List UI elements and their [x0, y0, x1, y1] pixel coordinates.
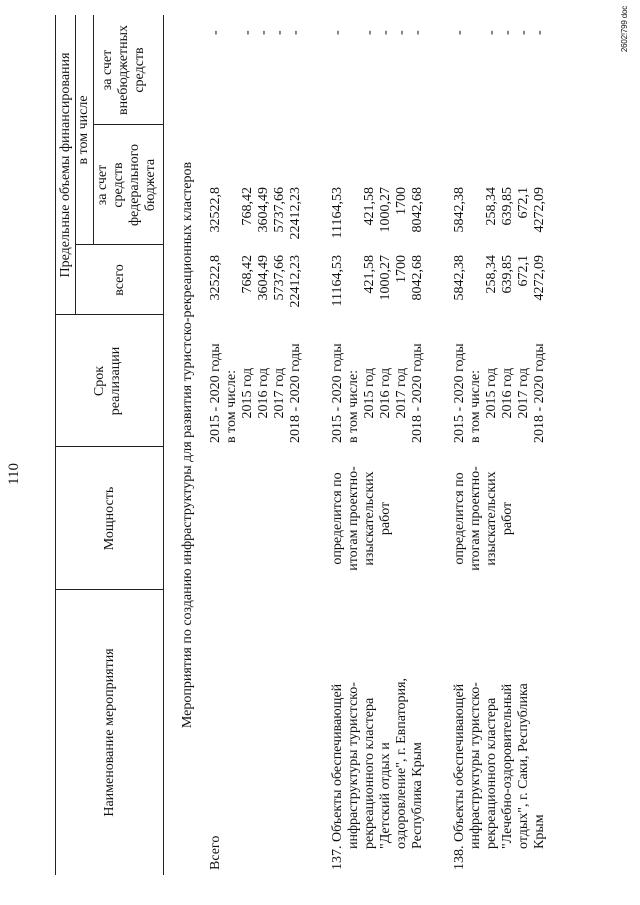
row-137-name: 137. Объекты обеспечивающей инфраструктуры туристско- рекреационного кластера "Детский отдых и оздоровление", г. Евпатория, Республика Крым	[330, 678, 425, 870]
row-total-amounts: 32522,8 768,42 3604,49 5737,66 22412,23	[208, 255, 303, 308]
header-funding-group: Предельные объемы финансирования	[58, 52, 73, 278]
row-138-name: 138. Объекты обеспечивающей инфраструктуры туристско- рекреационного кластера "Лечебно-оздоровительный отдых", г. Саки, Республика Крым	[452, 682, 547, 870]
row-138-capacity: определится по итогам проектно- изыскательских работ	[452, 466, 515, 571]
row-total-federal: 32522,8 768,42 3604,49 5737,66 22412,23	[208, 187, 303, 240]
row-137-federal: 11164,53 421,58 1000,27 1700 8042,68	[330, 187, 425, 239]
row-138-amounts: 5842,38 258,34 639,85 672,1 4272,09	[452, 255, 547, 301]
table-top-border	[55, 15, 56, 875]
row-total-name: Всего	[208, 835, 223, 870]
row-total-extra: - - - - -	[208, 30, 303, 35]
row-138-federal: 5842,38 258,34 639,85 672,1 4272,09	[452, 187, 547, 233]
section-title: Мероприятия по созданию инфраструктуры для развития туристско-рекреационных кластеров	[180, 161, 195, 729]
header-bottom-border	[163, 15, 164, 875]
header-federal: за счет средств федерального бюджета	[95, 143, 158, 227]
header-capacity: Мощность	[102, 486, 117, 551]
footer-document-code: 2602!799 doc	[620, 6, 629, 53]
header-including: в том числе	[76, 95, 91, 165]
row-138-extra: - - - - -	[452, 30, 547, 35]
row-137-terms: 2015 - 2020 годы в том числе: 2015 год 2016 год 2017 год 2018 - 2020 годы	[330, 343, 425, 443]
including-divider	[93, 15, 94, 245]
header-name: Наименование мероприятия	[102, 648, 117, 817]
header-extrabudget: за счет внебюджетных средств	[100, 24, 147, 116]
row-137-amounts: 11164,53 421,58 1000,27 1700 8042,68	[330, 255, 425, 307]
header-total: всего	[112, 264, 127, 296]
page-number: 110	[6, 463, 22, 485]
row-137-extra: - - - - -	[330, 30, 425, 35]
row-138-terms: 2015 - 2020 годы в том числе: 2015 год 2016 год 2017 год 2018 - 2020 годы	[452, 343, 547, 443]
row-total-terms: 2015 - 2020 годы в том числе: 2015 год 2016 год 2017 год 2018 - 2020 годы	[208, 343, 303, 443]
header-term: Срок реализации	[92, 346, 123, 416]
row-137-capacity: определится по итогам проектно- изыскательских работ	[330, 466, 393, 571]
